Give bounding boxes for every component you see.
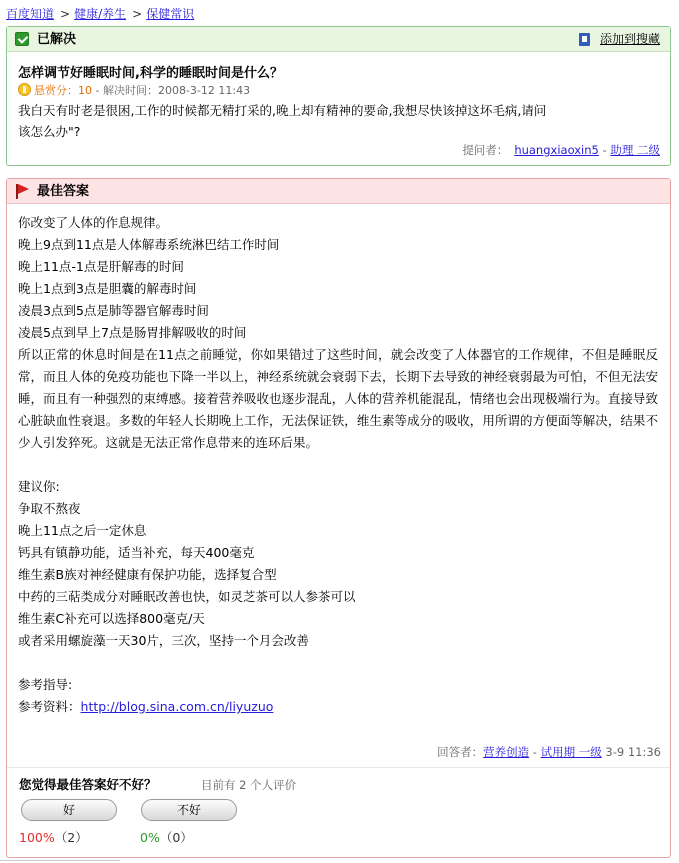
question-meta xyxy=(18,82,250,98)
answer-line: 晚上11点-1点是肝解毒的时间 xyxy=(18,259,184,274)
asker-info xyxy=(462,142,660,158)
question-title: 怎样调节好睡眠时间,科学的睡眠时间是什么？ xyxy=(18,66,283,81)
best-answer-panel xyxy=(6,178,671,858)
status-label: 已解决 xyxy=(37,32,77,47)
good-pct-value: 100% xyxy=(19,830,55,845)
answer-line: 你改变了人体的作息规律。 xyxy=(18,215,169,230)
best-answer-header xyxy=(7,179,670,204)
answer-line: 凌晨5点到早上7点是肠胃排解吸收的时间 xyxy=(18,325,247,340)
advice-item: 中药的三萜类成分对睡眠改善也快，如灵芝茶可以人参茶可以 xyxy=(18,589,356,604)
asker-label: 提问者： xyxy=(462,143,509,157)
answer-body xyxy=(18,212,658,718)
answer-line: 晚上1点到3点是胆囊的解毒时间 xyxy=(18,281,197,296)
answer-line: 凌晨3点到5点是肺等器官解毒时间 xyxy=(18,303,209,318)
answer-paragraph: 所以正常的休息时间是在11点之前睡觉，你如果错过了这些时间，就会改变了人体器官的工作规律，不但是睡眠反常，而且人体的免疫功能也下降一半以上，神经系统就会衰弱下去，长期下去导致的神经衰弱最为可怕，不但无法安睡，而且有一种强烈的束缚感。接着营养吸收也逐步混乱，人体的营养机能混乱，情绪也会出现极端行为。直接导致心脏缺血性衰退。多数的年轻人长期晚上工作，无法保证铁，维生素等成分的吸收，用所谓的方便面等解决，结果不少人引发猝死。这就是无法正常作息带来的连环后果。 xyxy=(18,347,658,450)
breadcrumb-separator: > xyxy=(132,7,143,21)
flag-icon xyxy=(16,184,30,199)
bad-pct-value: 0% xyxy=(140,830,160,845)
reference-link[interactable]: http://blog.sina.com.cn/liyuzuo xyxy=(80,699,274,714)
rating-count: 目前有 2 个人评价 xyxy=(201,778,297,792)
answer-line: 晚上9点到11点是人体解毒系统淋巴结工作时间 xyxy=(18,237,280,252)
reference-line xyxy=(18,696,658,718)
answerer-label: 回答者： xyxy=(437,745,484,759)
bad-button[interactable]: 不好 xyxy=(141,799,237,821)
asker-level-link[interactable]: 助理 二级 xyxy=(610,143,660,157)
reference-title: 参考指导: xyxy=(18,677,73,692)
answerer-dash: - xyxy=(529,745,541,759)
reward-value: 10 xyxy=(78,84,92,97)
answerer-info xyxy=(437,744,661,760)
advice-item: 钙具有镇静功能，适当补充，每天400毫克 xyxy=(18,545,255,560)
question-panel-header xyxy=(7,27,670,52)
advice-item: 维生素B族对神经健康有保护功能，选择复合型 xyxy=(18,567,277,582)
bad-percentage xyxy=(140,828,193,846)
best-answer-title: 最佳答案 xyxy=(37,184,90,199)
answer-time: 3-9 11:36 xyxy=(601,745,661,759)
answerer-name-link[interactable]: 营养创造 xyxy=(483,745,530,759)
breadcrumb-item-health[interactable]: 健康/养生 xyxy=(74,7,127,21)
asker-name-link[interactable]: huangxiaoxin5 xyxy=(514,143,599,157)
add-to-favorites-link[interactable]: 添加到搜藏 xyxy=(599,32,660,46)
reference-label: 参考资料： xyxy=(18,699,81,714)
good-button[interactable]: 好 xyxy=(21,799,117,821)
asker-dash: - xyxy=(598,143,611,157)
good-percentage xyxy=(19,828,88,846)
question-body xyxy=(18,100,628,142)
coin-icon xyxy=(18,83,31,96)
question-panel xyxy=(6,26,671,166)
bad-count: （0） xyxy=(159,830,193,845)
breadcrumb-item-baidu-zhidao[interactable]: 百度知道 xyxy=(6,7,55,21)
answerer-level-link[interactable]: 试用期 一级 xyxy=(540,745,602,759)
advice-item: 或者采用螺旋藻一天30片，三次，坚持一个月会改善 xyxy=(18,633,309,648)
breadcrumb-item-care[interactable]: 保健常识 xyxy=(146,7,195,21)
bookmark-icon[interactable] xyxy=(579,33,590,46)
resolved-time: - 解决时间：2008-3-12 11:43 xyxy=(92,84,251,97)
advice-item: 争取不熬夜 xyxy=(18,501,81,516)
divider xyxy=(7,767,670,768)
reward-label: 悬赏分： xyxy=(34,84,78,97)
divider xyxy=(0,860,120,861)
question-body-line: 该怎么办"? xyxy=(18,124,81,139)
advice-item: 晚上11点之后一定休息 xyxy=(18,523,147,538)
rating-question: 您觉得最佳答案好不好？ xyxy=(19,777,157,792)
breadcrumb-separator: > xyxy=(60,7,71,21)
advice-item: 维生素C补充可以选择800毫克/天 xyxy=(18,611,205,626)
question-body-line: 我白天有时老是很困,工作的时候都无精打采的,晚上却有精神的要命,我想尽快该掉这坏毛病,请问 xyxy=(18,103,547,118)
breadcrumb xyxy=(6,5,194,23)
good-count: （2） xyxy=(54,830,88,845)
advice-title: 建议你: xyxy=(18,479,60,494)
check-icon xyxy=(15,32,29,46)
